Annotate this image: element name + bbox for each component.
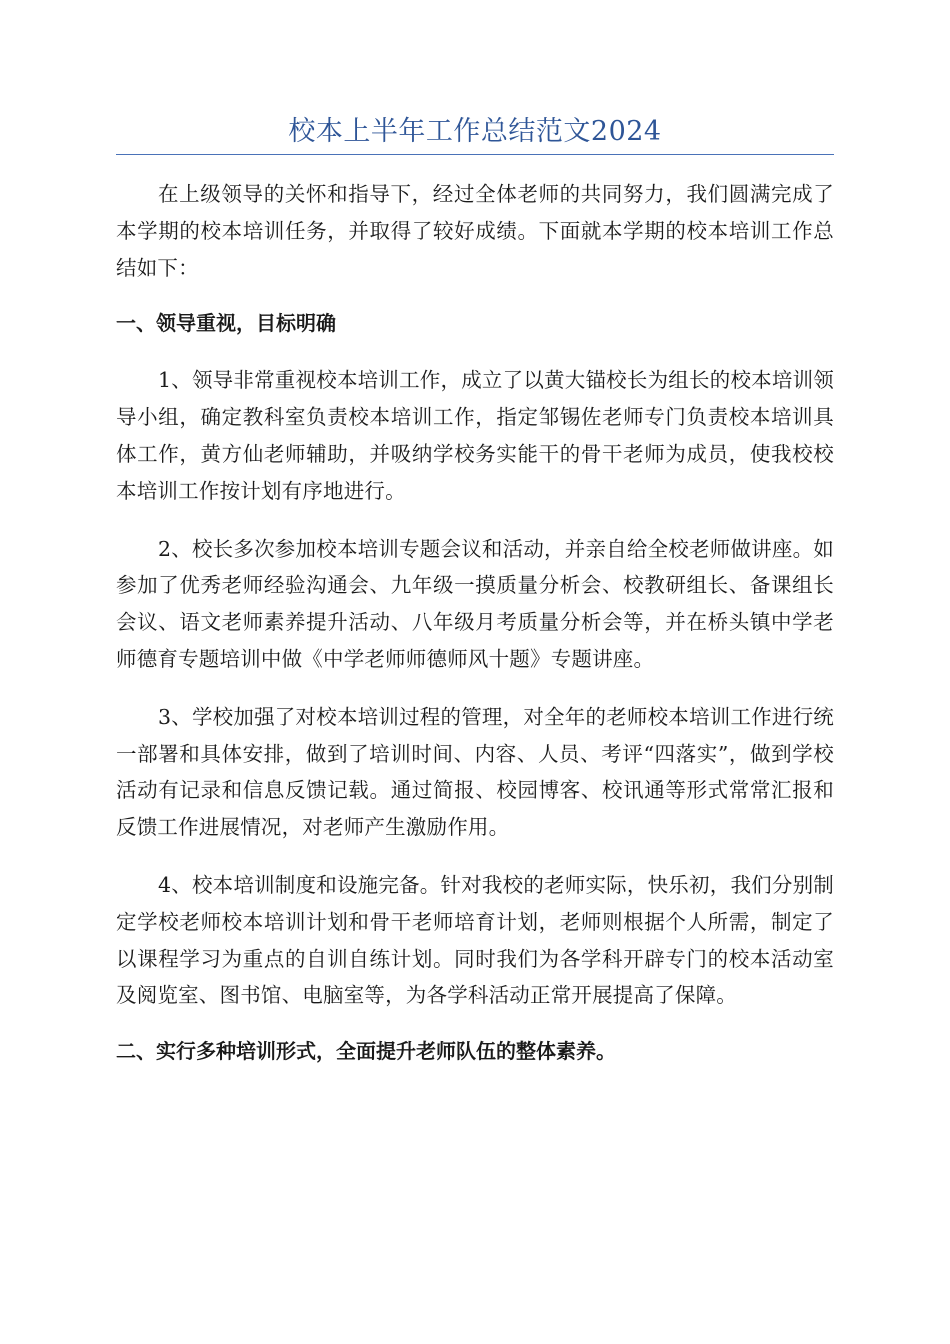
- document-page: [116, 112, 834, 1069]
- title-underline: [116, 154, 834, 155]
- section-1-paragraph-2: 2、校长多次参加校本培训专题会议和活动，并亲自给全校老师做讲座。如参加了优秀老师经验沟通会、九年级一摸质量分析会、校教研组长、备课组长会议、语文老师素养提升活动、八年级月考质量分析会等，并在桥头镇中学老师德育专题培训中做《中学老师师德师风十题》专题讲座。: [116, 536, 834, 671]
- section-1-heading: 一、领导重视，目标明确: [116, 311, 336, 336]
- section-2-heading: 二、实行多种培训形式，全面提升老师队伍的整体素养。: [116, 1039, 616, 1064]
- section-1-paragraph-4: 4、校本培训制度和设施完备。针对我校的老师实际，快乐初，我们分别制定学校老师校本培训计划和骨干老师培育计划，老师则根据个人所需，制定了以课程学习为重点的自训自练计划。同时我们为各学科开辟专门的校本活动室及阅览室、图书馆、电脑室等，为各学科活动正常开展提高了保障。: [116, 872, 834, 1008]
- document-title: 校本上半年工作总结范文2024: [288, 116, 662, 147]
- section-1-paragraph-3: 3、学校加强了对校本培训过程的管理，对全年的老师校本培训工作进行统一部署和具体安排，做到了培训时间、内容、人员、考评“四落实”，做到学校活动有记录和信息反馈记载。通过简报、校园博客、校讯通等形式常常汇报和反馈工作进展情况，对老师产生激励作用。: [116, 704, 834, 840]
- intro-paragraph: 在上级领导的关怀和指导下，经过全体老师的共同努力，我们圆满完成了本学期的校本培训任务，并取得了较好成绩。下面就本学期的校本培训工作总结如下：: [116, 182, 834, 280]
- section-1-paragraph-1: 1、领导非常重视校本培训工作，成立了以黄大锚校长为组长的校本培训领导小组，确定教科室负责校本培训工作，指定邹锡佐老师专门负责校本培训具体工作，黄方仙老师辅助，并吸纳学校务实能干的骨干老师为成员，使我校校本培训工作按计划有序地进行。: [116, 368, 834, 503]
